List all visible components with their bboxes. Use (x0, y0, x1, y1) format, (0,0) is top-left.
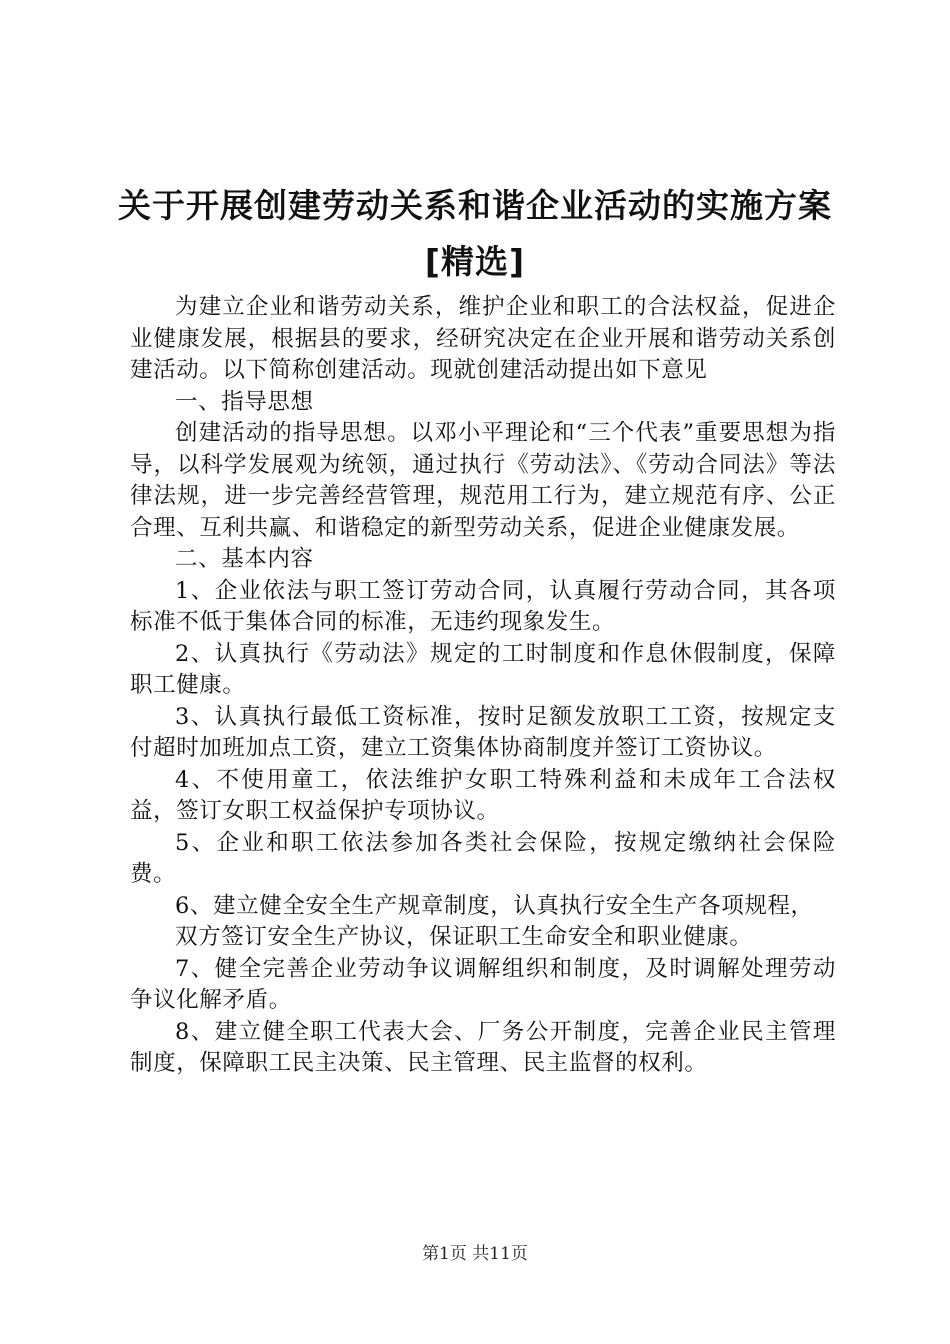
list-item-2: 2、认真执行《劳动法》规定的工时制度和作息休假制度，保障职工健康。 (130, 640, 836, 698)
section-heading-basic-content: 二、基本内容 (175, 546, 314, 572)
list-item-8: 8、建立健全职工代表大会、厂务公开制度，完善企业民主管理制度，保障职工民主决策、民主管理、民主监督的权利。 (130, 1018, 836, 1076)
list-item-5: 5、企业和职工依法参加各类社会保险，按规定缴纳社会保险费。 (130, 829, 836, 887)
document-body (130, 292, 836, 1080)
list-item-7: 7、健全完善企业劳动争议调解组织和制度，及时调解处理劳动争议化解矛盾。 (130, 955, 836, 1013)
paragraph-guiding-ideology: 创建活动的指导思想。以邓小平理论和“三个代表”重要思想为指导，以科学发展观为统领，通过执行《劳动法》、《劳动合同法》等法律法规，进一步完善经营管理，规范用工行为，建立规范有序、公正合理、互利共赢、和谐稳定的新型劳动关系，促进企业健康发展。 (130, 420, 836, 541)
list-item-6-continuation: 双方签订安全生产协议，保证职工生命安全和职业健康。 (175, 924, 753, 950)
list-item-3: 3、认真执行最低工资标准，按时足额发放职工工资，按规定支付超时加班加点工资，建立工资集体协商制度并签订工资协议。 (130, 703, 836, 761)
document-title: 关于开展创建劳动关系和谐企业活动的实施方案[精选] (118, 186, 832, 281)
list-item-6: 6、建立健全安全生产规章制度，认真执行安全生产各项规程， (175, 892, 814, 919)
list-item-1: 1、企业依法与职工签订劳动合同，认真履行劳动合同，其各项标准不低于集体合同的标准，无违约现象发生。 (130, 577, 836, 635)
section-heading-guiding-ideology: 一、指导思想 (175, 388, 314, 415)
list-item-4: 4、不使用童工，依法维护女职工特殊利益和未成年工合法权益，签订女职工权益保护专项协议。 (130, 766, 836, 824)
paragraph-intro: 为建立企业和谐劳动关系，维护企业和职工的合法权益，促进企业健康发展，根据县的要求，经研究决定在企业开展和谐劳动关系创建活动。以下简称创建活动。现就创建活动提出如下意见 (130, 294, 836, 383)
page-number-footer: 第1页 共11页 (422, 1244, 528, 1264)
